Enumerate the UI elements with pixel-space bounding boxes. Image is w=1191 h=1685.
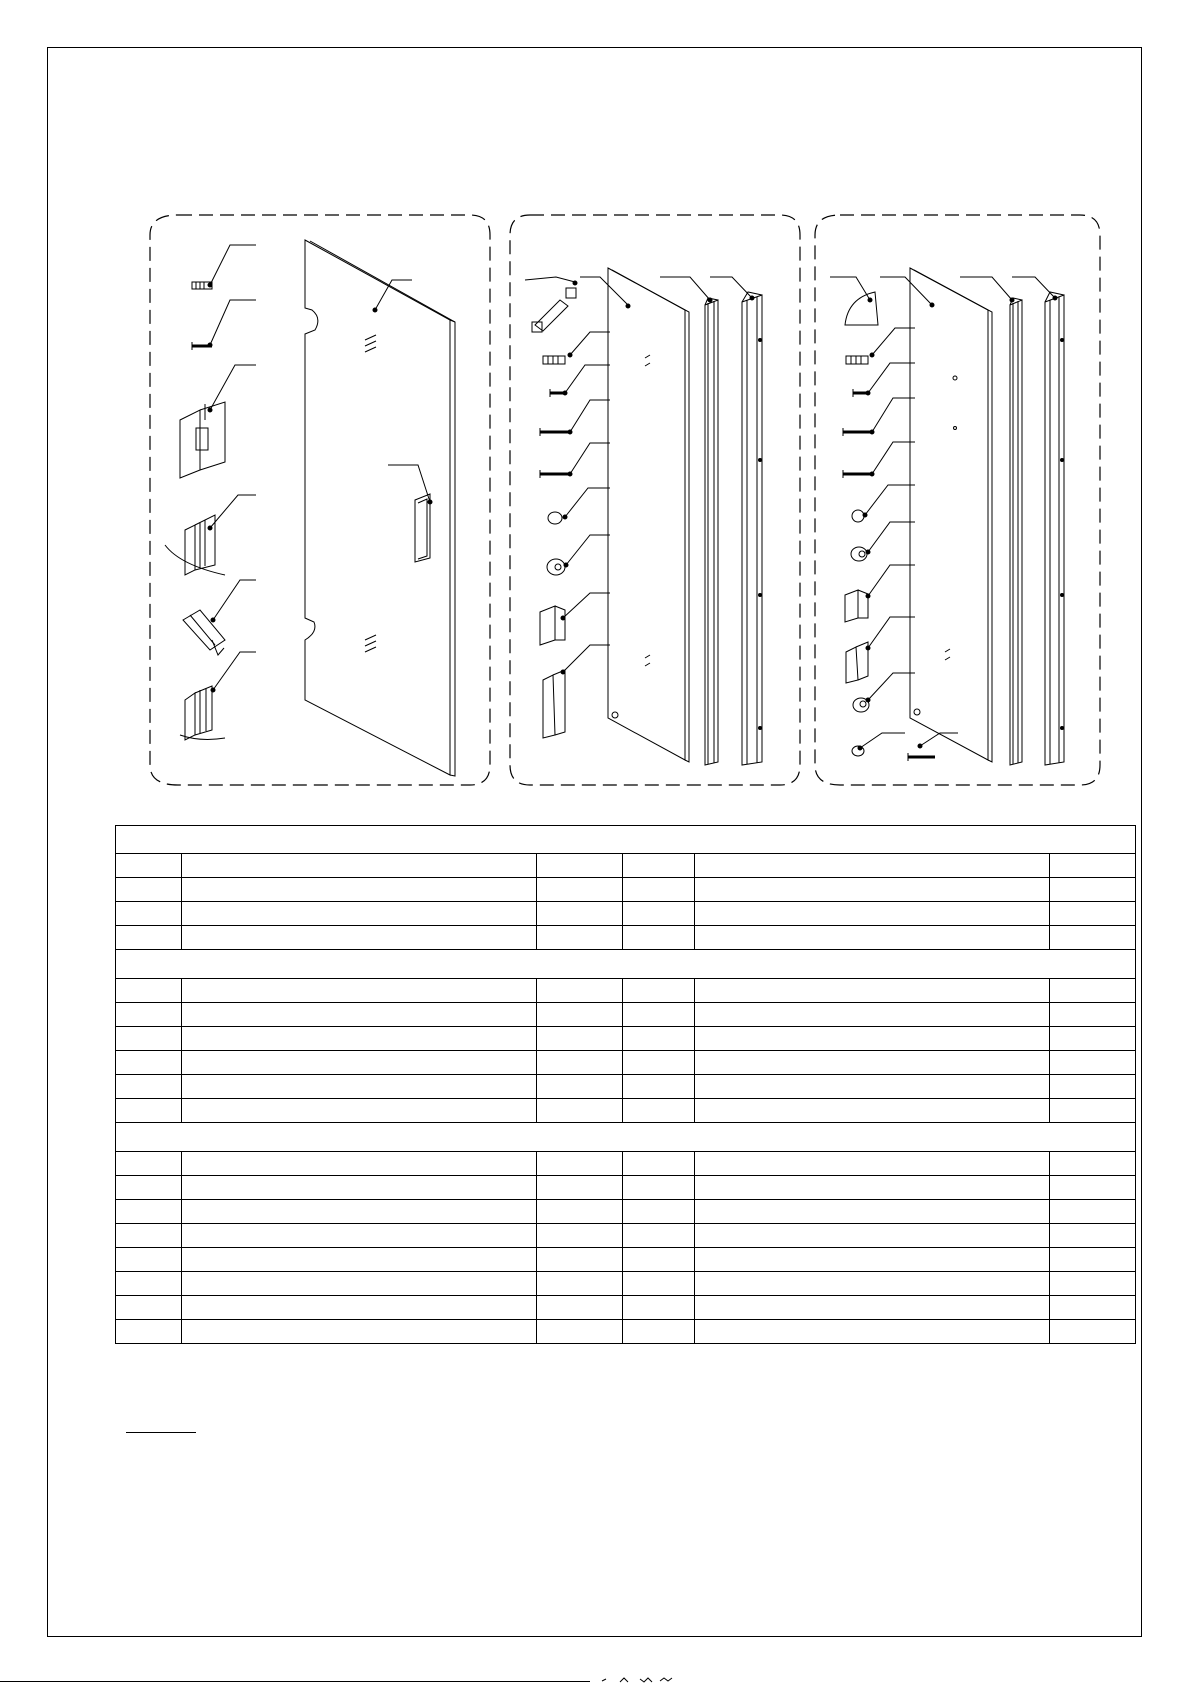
panel-outline-3 (815, 215, 1100, 785)
clamp-icon (540, 606, 565, 645)
panel-fixed-b (815, 215, 1100, 785)
table-row (116, 1296, 1136, 1320)
glass-panel-a (608, 268, 689, 762)
screw-icon-6 (908, 753, 935, 761)
corner-shelf-icon (845, 292, 878, 325)
hinge-icon (180, 402, 225, 478)
bottom-profile-icon-2 (846, 642, 868, 683)
table-row (116, 1099, 1136, 1123)
panel-outline-1 (150, 215, 490, 785)
panel-fixed-a (510, 215, 800, 785)
table-row (116, 1051, 1136, 1075)
channel-profile-b (1010, 298, 1022, 765)
table-row (116, 1176, 1136, 1200)
table-row (116, 1248, 1136, 1272)
table-row (116, 902, 1136, 926)
table-row (116, 854, 1136, 878)
cap-icon (548, 512, 562, 524)
wall-plug-icon-3 (846, 356, 868, 364)
screw-icon-2 (540, 428, 570, 436)
cap-icon-2 (852, 510, 864, 522)
table-section-header (116, 950, 1136, 979)
callouts-panel-1 (208, 245, 432, 692)
notes-heading-underline (126, 1432, 196, 1433)
cap-large-icon (547, 559, 565, 575)
screw-icon-3 (540, 470, 570, 478)
wall-profile-icon (165, 515, 225, 575)
cap-large-icon-2 (851, 547, 867, 561)
table-section-header (116, 1123, 1136, 1152)
table-row (116, 1027, 1136, 1051)
table-row (116, 1003, 1136, 1027)
wall-plug-icon-2 (543, 356, 565, 364)
wall-channel-a (742, 292, 762, 765)
table-row (116, 1152, 1136, 1176)
door-handle (415, 494, 430, 562)
table-row (116, 979, 1136, 1003)
seal-strip-icon (183, 610, 225, 655)
table-row (116, 1272, 1136, 1296)
short-screw-icon (550, 389, 563, 397)
table-row (116, 1075, 1136, 1099)
wall-channel-b (1045, 292, 1064, 765)
short-screw-icon-2 (853, 389, 866, 397)
table-section-header (116, 826, 1136, 854)
bottom-profile-icon (543, 670, 565, 738)
footer-rule (0, 1681, 590, 1682)
panel-hinged-door (150, 215, 490, 785)
table-row (116, 926, 1136, 950)
table-row (116, 1320, 1136, 1344)
parts-list-table (115, 825, 1136, 1344)
u-profile-icon (180, 686, 225, 740)
table-row (116, 878, 1136, 902)
table-row (116, 1200, 1136, 1224)
channel-profile-a (705, 298, 718, 765)
screw-icon-4 (843, 428, 873, 436)
screw-icon-5 (843, 470, 873, 478)
clamp-icon-2 (845, 590, 868, 622)
callouts-panel-3 (830, 277, 1057, 750)
knob-icon (853, 698, 869, 712)
footer-mark (600, 1675, 710, 1685)
glass-panel-b (910, 268, 992, 762)
table-row (116, 1224, 1136, 1248)
bracket-icon (532, 288, 576, 332)
glass-door (305, 240, 455, 776)
